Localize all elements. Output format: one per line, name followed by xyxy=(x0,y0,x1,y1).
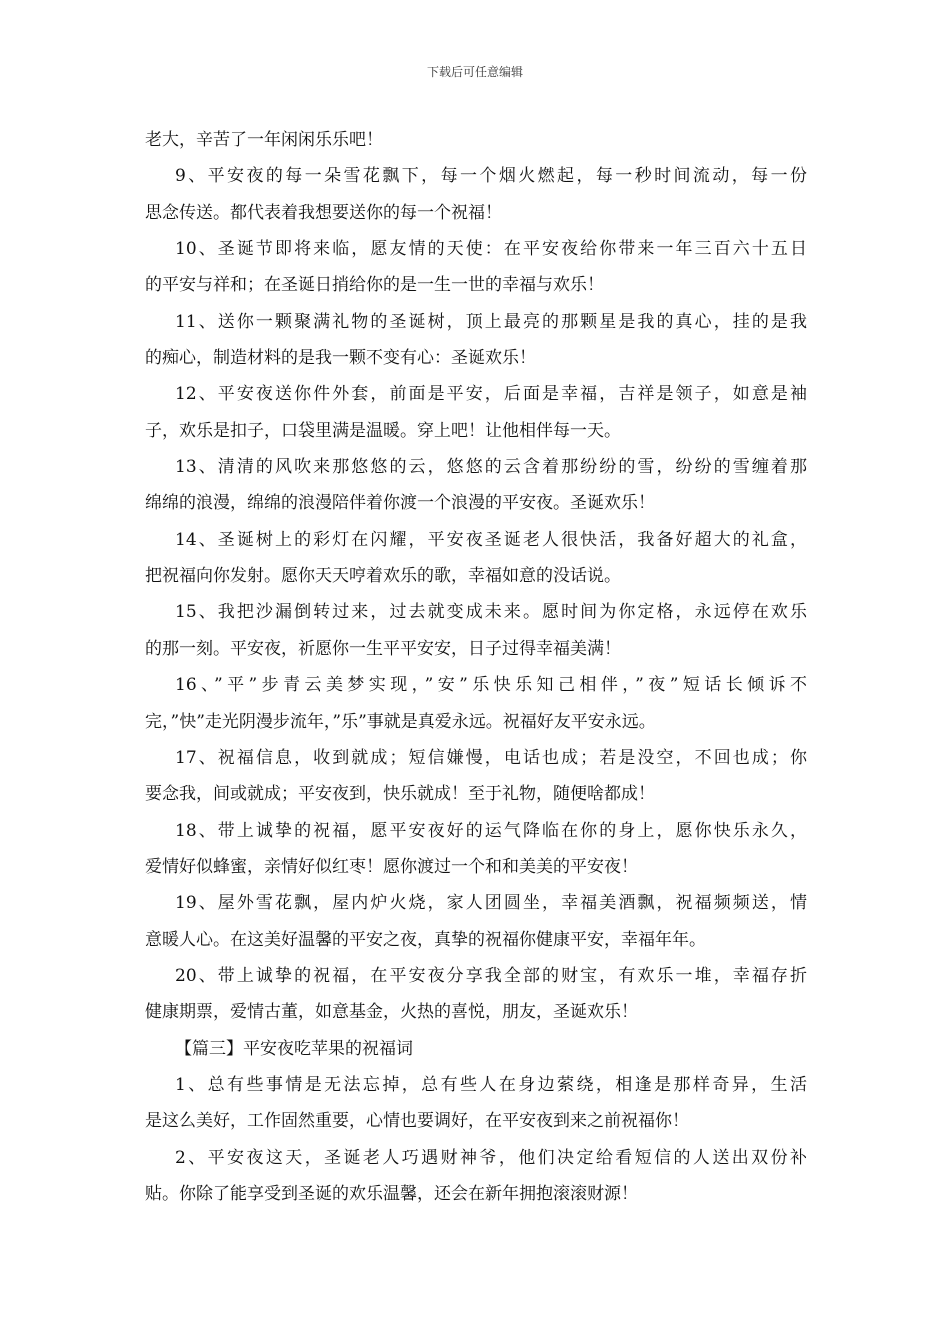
text-line: 贴。你除了能享受到圣诞的欢乐温馨，还会在新年拥抱滚滚财源！ xyxy=(145,1183,638,1204)
text-line: 的那一刻。平安夜，祈愿你一生平平安安，日子过得幸福美满！ xyxy=(145,638,621,659)
text-line: 12、平安夜送你件外套，前面是平安，后面是幸福，吉祥是领子，如意是袖 xyxy=(175,384,807,405)
text-line: 要念我，间或就成；平安夜到，快乐就成！至于礼物，随便啥都成！ xyxy=(145,784,655,805)
text-line: 13、清清的风吹来那悠悠的云，悠悠的云含着那纷纷的雪，纷纷的雪缠着那 xyxy=(175,457,807,478)
text-line: 老大，辛苦了一年闲闲乐乐吧！ xyxy=(145,130,383,150)
text-line: 意暖人心。在这美好温馨的平安之夜，真挚的祝福你健康平安，幸福年年。 xyxy=(145,929,706,950)
text-line: 【篇三】平安夜吃苹果的祝福词 xyxy=(175,1038,413,1059)
text-line: 爱情好似蜂蜜，亲情好似红枣！愿你渡过一个和和美美的平安夜！ xyxy=(145,856,638,877)
text-line: 的平安与祥和；在圣诞日捎给你的是一生一世的幸福与欢乐！ xyxy=(145,275,604,296)
text-line: 18、带上诚挚的祝福，愿平安夜好的运气降临在你的身上，愿你快乐永久， xyxy=(175,820,807,841)
text-line: 19、屋外雪花飘，屋内炉火烧，家人团圆坐，幸福美酒飘，祝福频频送，情 xyxy=(175,893,807,914)
page-header: 下载后可任意编辑 xyxy=(426,65,523,79)
text-line: 子，欢乐是扣子，口袋里满是温暖。穿上吧！让他相伴每一天。 xyxy=(145,420,621,441)
text-line: 9、平安夜的每一朵雪花飘下，每一个烟火燃起，每一秒时间流动，每一份 xyxy=(175,166,807,187)
text-line: 思念传送。都代表着我想要送你的每一个祝福！ xyxy=(145,202,502,223)
text-line: 1、总有些事情是无法忘掉，总有些人在身边萦绕，相逢是那样奇异，生活 xyxy=(175,1074,807,1095)
text-line: 健康期票，爱情古董，如意基金，火热的喜悦，朋友，圣诞欢乐！ xyxy=(145,1002,638,1023)
text-line: 20、带上诚挚的祝福，在平安夜分享我全部的财宝，有欢乐一堆，幸福存折 xyxy=(175,965,807,986)
text-line: 10、圣诞节即将来临，愿友情的天使：在平安夜给你带来一年三百六十五日 xyxy=(175,239,807,260)
text-line: 14、圣诞树上的彩灯在闪耀，平安夜圣诞老人很快活，我备好超大的礼盒， xyxy=(175,529,807,550)
text-line: 16、”平”步青云美梦实现，”安”乐快乐知己相伴，”夜”短话长倾诉不 xyxy=(175,675,807,696)
text-line: 是这么美好，工作固然重要，心情也要调好，在平安夜到来之前祝福你！ xyxy=(145,1111,689,1132)
text-line: 15、我把沙漏倒转过来，过去就变成未来。愿时间为你定格，永远停在欢乐 xyxy=(175,602,807,623)
text-line: 绵绵的浪漫，绵绵的浪漫陪伴着你渡一个浪漫的平安夜。圣诞欢乐！ xyxy=(145,493,655,514)
text-line: 把祝福向你发射。愿你天天哼着欢乐的歌，幸福如意的没话说。 xyxy=(145,566,621,587)
text-line: 17、祝福信息，收到就成；短信嫌慢，电话也成；若是没空，不回也成；你 xyxy=(175,747,807,768)
text-line: 完，”快”走光阴漫步流年，”乐”事就是真爱永远。祝福好友平安永远。 xyxy=(145,711,656,732)
text-line: 2、平安夜这天，圣诞老人巧遇财神爷，他们决定给看短信的人送出双份补 xyxy=(175,1147,807,1168)
document-body xyxy=(145,122,807,1212)
text-line: 的痴心，制造材料的是我一颗不变有心：圣诞欢乐！ xyxy=(145,348,536,369)
text-line: 11、送你一颗聚满礼物的圣诞树，顶上最亮的那颗星是我的真心，挂的是我 xyxy=(175,311,807,332)
